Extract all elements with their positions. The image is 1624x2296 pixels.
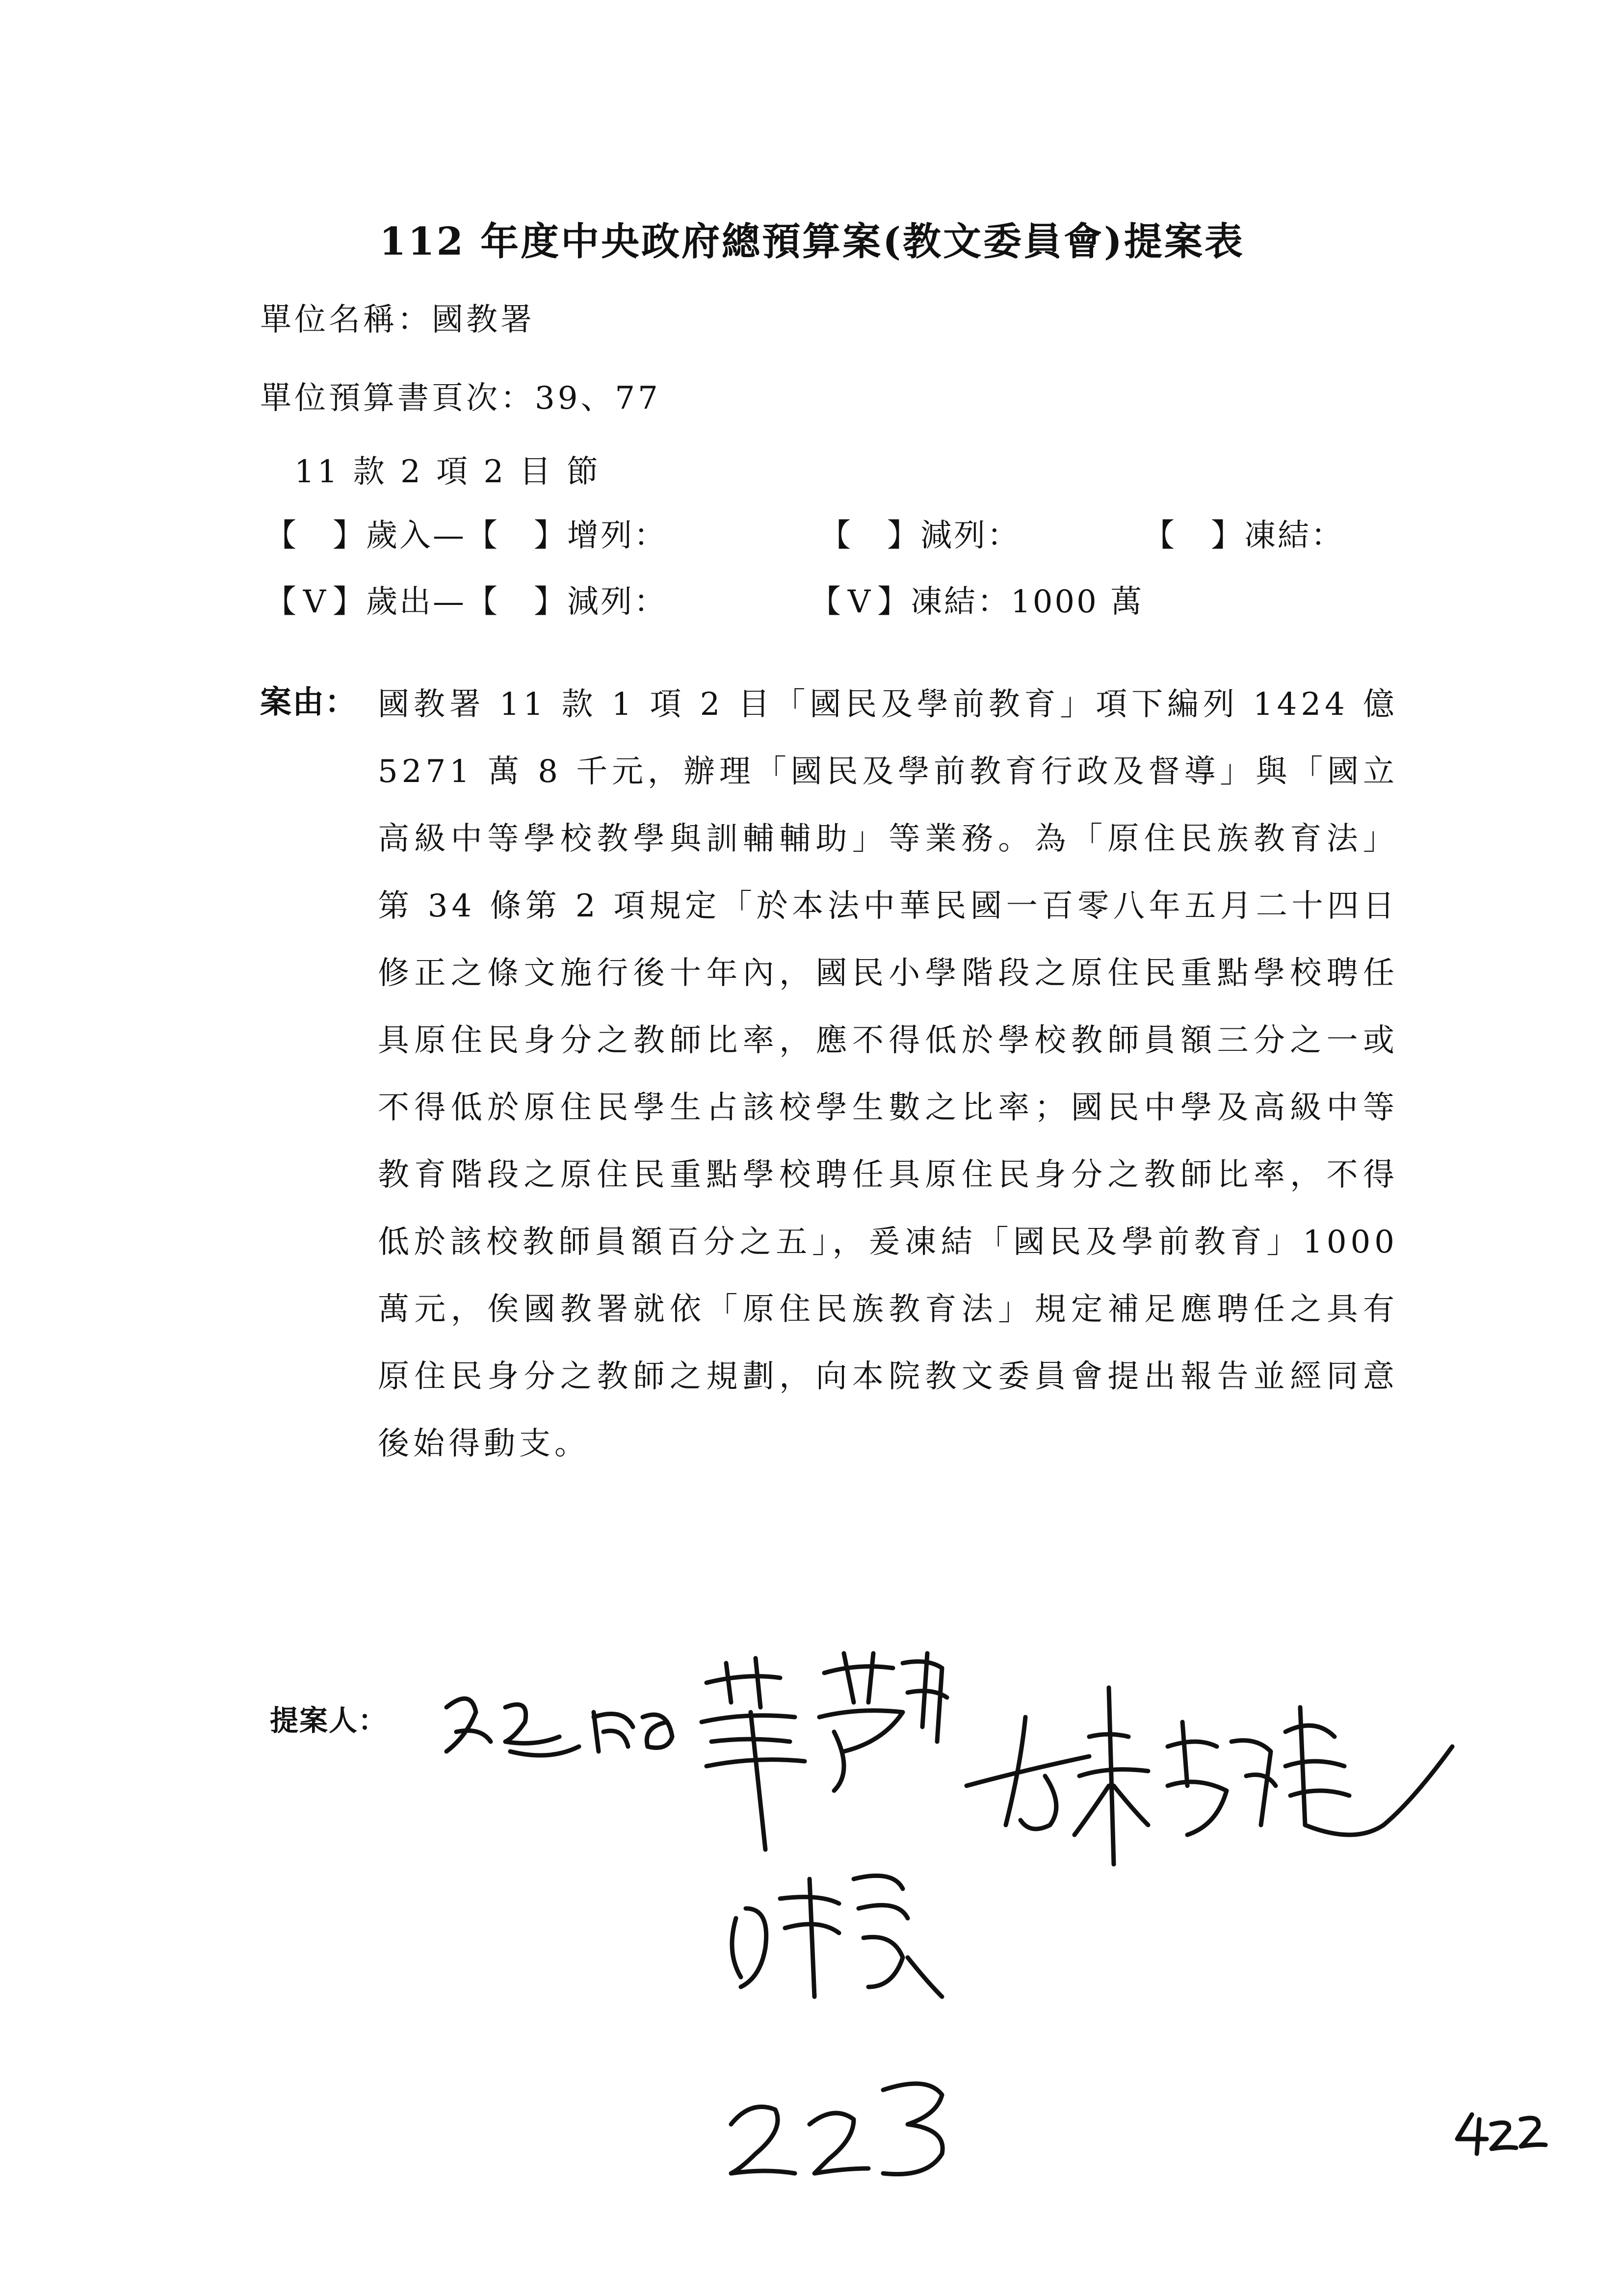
increase-label: 】增列： — [534, 518, 667, 554]
revenue-freeze-group — [1143, 510, 1344, 555]
unit-budget-pages: 單位預算書頁次：39、77 — [260, 380, 661, 417]
budget-section: 11 款 2 項 2 目 節 — [294, 454, 601, 490]
expenditure-label: 】歲出—【 — [333, 584, 499, 620]
reason-text: 國教署 11 款 1 項 2 目「國民及學前教育」項下編列 1424 億 5271 萬 8 千元，辦理「國民及學前教育行政及督導」與「國立高級中等學校教學與訓輔輔助」等業務。為「原住民族教育法」第 34 條第 2 項規定「於本法中華民國一百零八年五月二十四日修正之條文施行後十年內，國民小學階段之原住民重點學校聘任具原住民身分之教師比率，應不得低於學校教師員額三分之一或不得低於原住民學生占該校學生數之比率；國民中學及高級中等教育階段之原住民重點學校聘任具原住民身分之教師比率，不得低於該校教師員額百分之五」，爰凍結「國民及學前教育」1000 萬元，俟國教署就依「原住民族教育法」規定補足應聘任之具有原住民身分之教師之規劃，向本院教文委員會提出報告並經同意後始得動支。 — [378, 686, 1398, 1462]
corner-page-number — [1452, 2105, 1550, 2161]
proposer-label: 提案人： — [270, 1704, 388, 1737]
freeze-label: 】凍結： — [1211, 518, 1344, 554]
handwritten-signature-2 — [697, 1644, 971, 1999]
bracket-open: 【 — [810, 584, 843, 620]
revenue-row — [265, 510, 667, 555]
bracket-open: 【 — [1143, 518, 1177, 554]
bracket-open: 【 — [265, 518, 298, 554]
handwritten-signature-1 — [437, 1678, 692, 1778]
unit-name: 單位名稱：國教署 — [260, 302, 535, 338]
decrease-label: 】減列： — [887, 518, 1021, 554]
bracket-open: 【 — [819, 518, 853, 554]
checkbox-expenditure-freeze: V — [847, 584, 873, 620]
handwritten-signature-3 — [962, 1678, 1462, 1886]
decrease-label: 】減列： — [534, 584, 667, 620]
expenditure-freeze-group — [810, 576, 1144, 622]
bracket-open: 【 — [265, 584, 298, 620]
revenue-decrease-group — [819, 510, 1021, 555]
expenditure-row — [265, 576, 667, 622]
revenue-label: 】歲入—【 — [333, 518, 499, 554]
freeze-amount: 】凍結：1000 萬 — [877, 584, 1144, 620]
handwritten-number — [721, 2070, 967, 2185]
document-title: 112 年度中央政府總預算案(教文委員會)提案表 — [379, 219, 1245, 264]
checkbox-expenditure: V — [303, 584, 328, 620]
reason-label: 案由： — [260, 684, 357, 721]
